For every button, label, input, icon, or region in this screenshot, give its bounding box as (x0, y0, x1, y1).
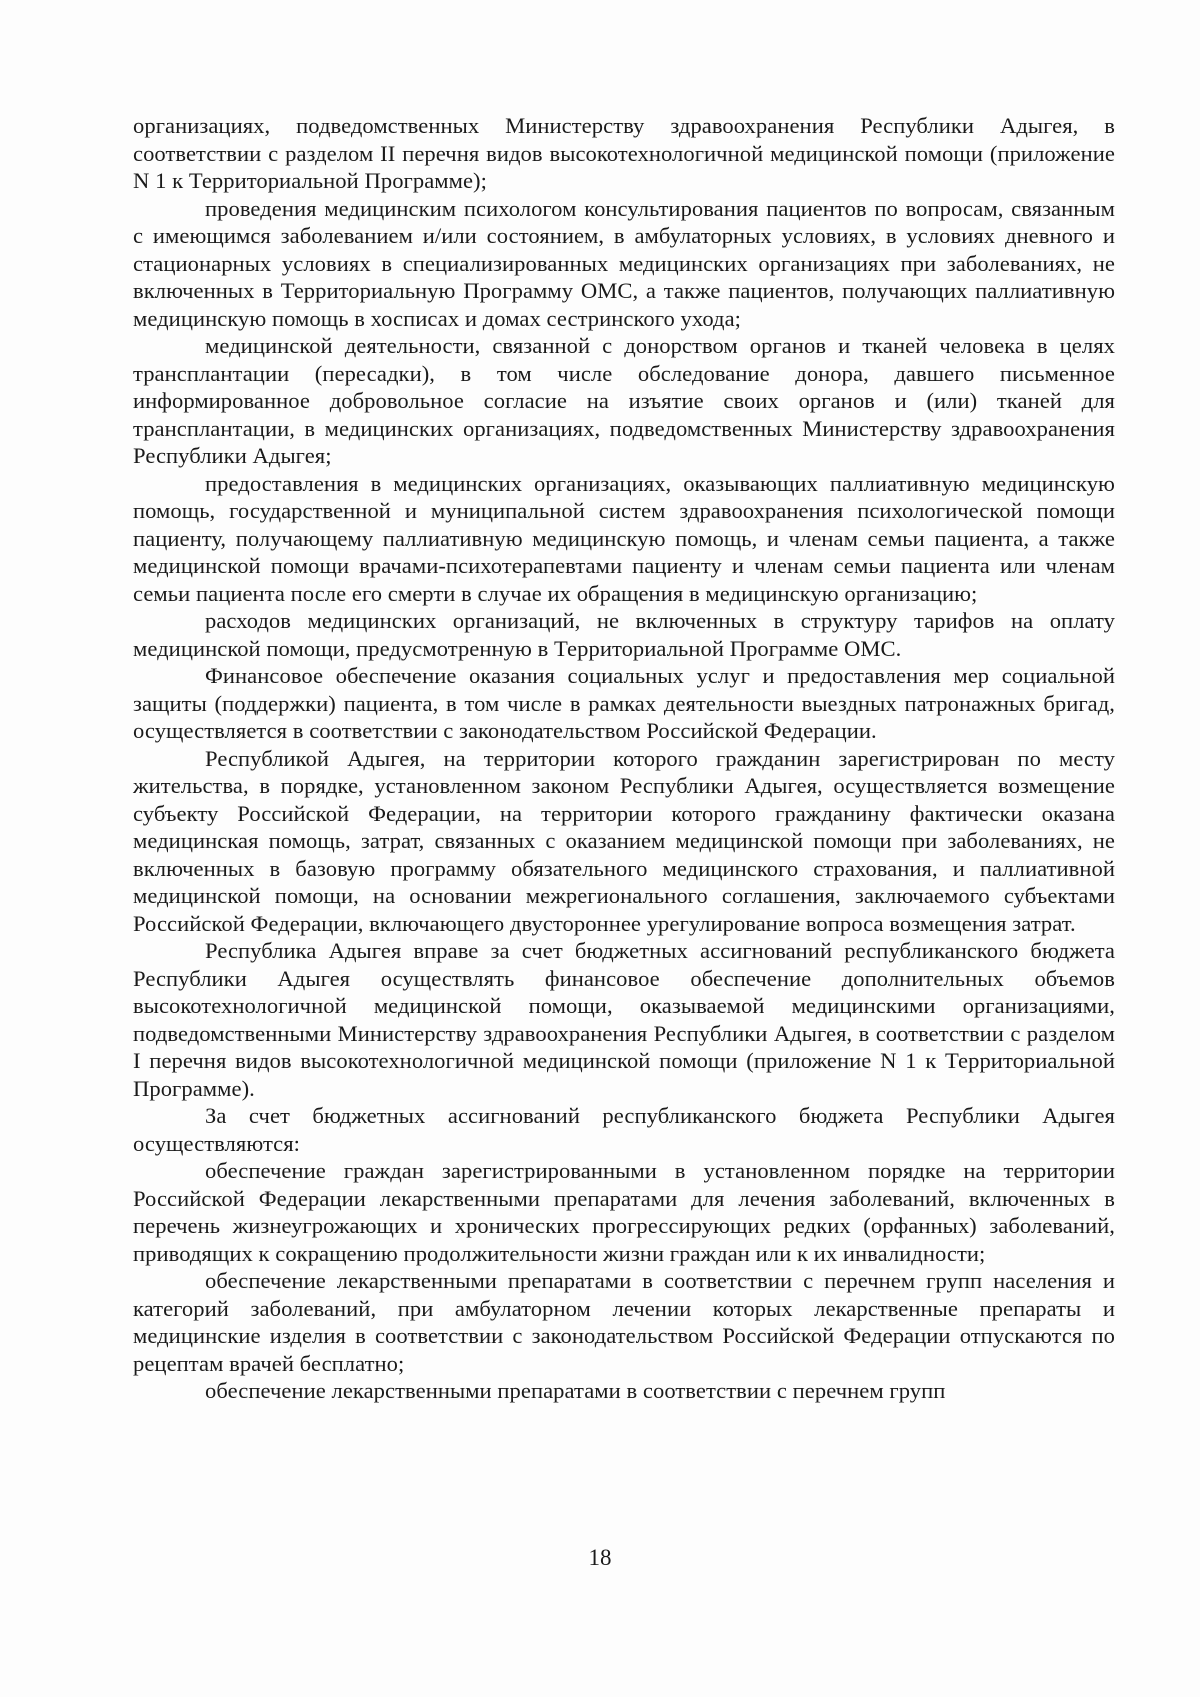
paragraph-6: Финансовое обеспечение оказания социальных услуг и предоставления мер социальной защиты (поддержки) пациента, в том числе в рамках деятельности выездных патронажных бригад, осуществляется в соответствии с законодательством Российской Федерации. (133, 663, 1115, 743)
paragraph-1: организациях, подведомственных Министерству здравоохранения Республики Адыгея, в соответствии с разделом II перечня видов высокотехнологичной медицинской помощи (приложение N 1 к Территориальной Программе); (133, 113, 1115, 193)
paragraph-8: Республика Адыгея вправе за счет бюджетных ассигнований республиканского бюджета Республики Адыгея осуществлять финансовое обеспечение дополнительных объемов высокотехнологичной медицинской помощи, оказываемой медицинскими организациями, подведомственными Министерству здравоохранения Республики Адыгея, в соответствии с разделом I перечня видов высокотехнологичной медицинской помощи (приложение N 1 к Территориальной Программе). (133, 938, 1115, 1101)
paragraph-10: обеспечение граждан зарегистрированными в установленном порядке на территории Российской Федерации лекарственными препаратами для лечения заболеваний, включенных в перечень жизнеугрожающих и хронических прогрессирующих редких (орфанных) заболеваний, приводящих к сокращению продолжительности жизни граждан или к их инвалидности; (133, 1158, 1115, 1266)
paragraph-7: Республикой Адыгея, на территории которого гражданин зарегистрирован по месту жительства, в порядке, установленном законом Республики Адыгея, осуществляется возмещение субъекту Российской Федерации, на территории которого гражданину фактически оказана медицинская помощь, затрат, связанных с оказанием медицинской помощи при заболеваниях, не включенных в базовую программу обязательного медицинского страхования, и паллиативной медицинской помощи, на основании межрегионального соглашения, заключаемого субъектами Российской Федерации, включающего двустороннее урегулирование вопроса возмещения затрат. (133, 745, 1115, 936)
paragraph-2: проведения медицинским психологом консультирования пациентов по вопросам, связанным с имеющимся заболеванием и/или состоянием, в амбулаторных условиях, в условиях дневного и стационарных условиях в специализированных медицинских организациях при заболеваниях, не включенных в Территориальную Программу ОМС, а также пациентов, получающих паллиативную медицинскую помощь в хосписах и домах сестринского ухода; (133, 195, 1115, 331)
paragraph-4: предоставления в медицинских организациях, оказывающих паллиативную медицинскую помощь, государственной и муниципальной систем здравоохранения психологической помощи пациенту, получающему паллиативную медицинскую помощь, и членам семьи пациента, а также медицинской помощи врачами-психотерапевтами пациенту и членам семьи пациента или членам семьи пациента после его смерти в случае их обращения в медицинскую организацию; (133, 470, 1115, 606)
paragraph-12: обеспечение лекарственными препаратами в соответствии с перечнем групп (205, 1378, 946, 1403)
page-number: 18 (588, 1545, 612, 1570)
paragraph-5: расходов медицинских организаций, не включенных в структуру тарифов на оплату медицинской помощи, предусмотренную в Территориальной Программе ОМС. (133, 608, 1115, 661)
document-body (133, 112, 1115, 1405)
paragraph-11: обеспечение лекарственными препаратами в соответствии с перечнем групп населения и категорий заболеваний, при амбулаторном лечении которых лекарственные препараты и медицинские изделия в соответствии с законодательством Российской Федерации отпускаются по рецептам врачей бесплатно; (133, 1268, 1115, 1376)
paragraph-9: За счет бюджетных ассигнований республиканского бюджета Республики Адыгея осуществляются: (133, 1103, 1115, 1156)
paragraph-3: медицинской деятельности, связанной с донорством органов и тканей человека в целях трансплантации (пересадки), в том числе обследование донора, давшего письменное информированное добровольное согласие на изъятие своих органов и (или) тканей для трансплантации, в медицинских организациях, подведомственных Министерству здравоохранения Республики Адыгея; (133, 333, 1115, 468)
